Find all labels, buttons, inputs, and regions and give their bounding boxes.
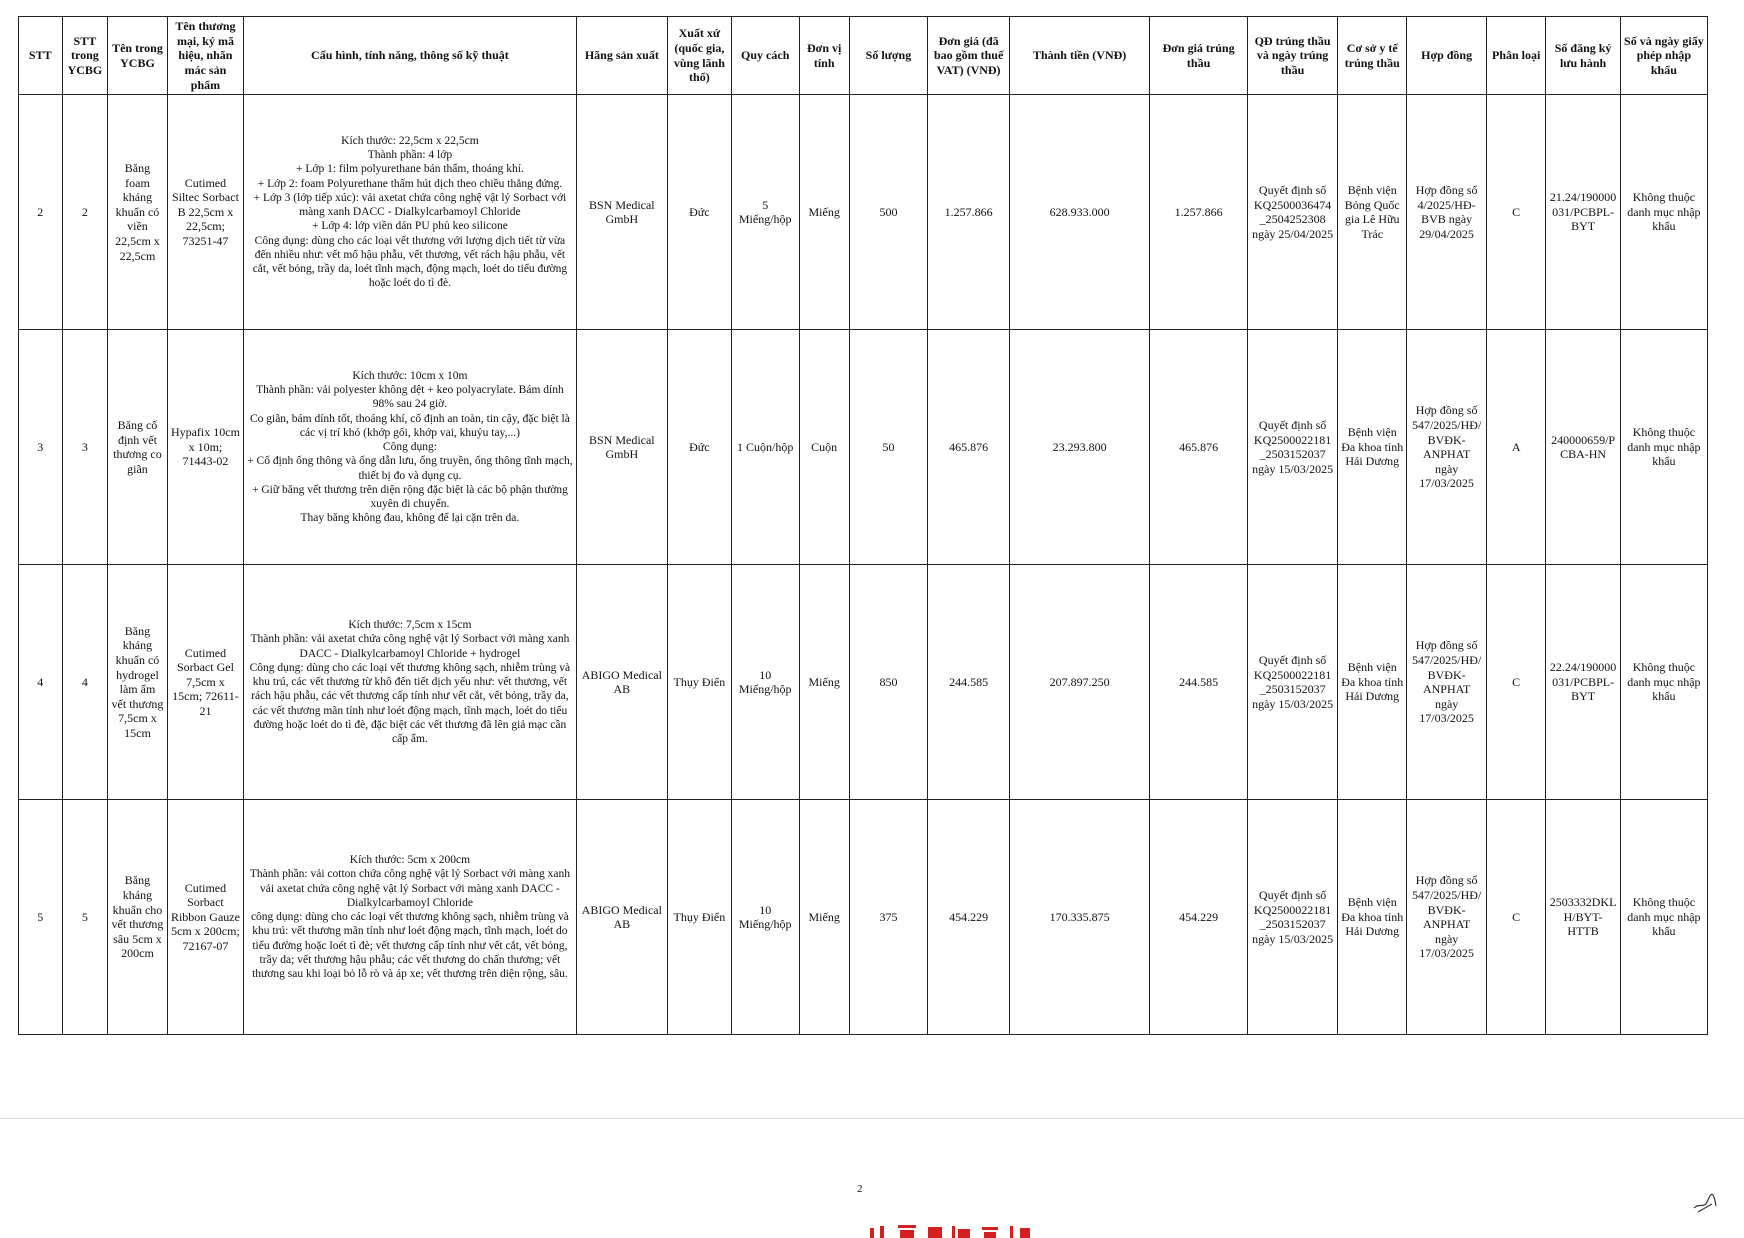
stamp-mark xyxy=(870,1222,1090,1238)
cell-spec xyxy=(244,95,576,330)
cell-import-license: Không thuộc danh mục nhập khẩu xyxy=(1620,330,1707,565)
cell-unit: Cuộn xyxy=(799,330,849,565)
cell-decision: Quyết định số KQ2500022181_2503152037 ngày 15/03/2025 xyxy=(1247,330,1337,565)
cell-manufacturer: BSN Medical GmbH xyxy=(576,330,667,565)
col-header-name-ycbg: Tên trong YCBG xyxy=(108,17,167,95)
cell-stt-ycbg: 2 xyxy=(62,95,108,330)
col-header-facility: Cơ sở y tế trúng thầu xyxy=(1338,17,1407,95)
table-row xyxy=(19,565,1708,800)
spec-line: Thành phần: vải polyester không dệt + keo polyacrylate. Bám dính 98% sau 24 giờ. xyxy=(256,384,564,411)
cell-stt-ycbg: 5 xyxy=(62,800,108,1035)
cell-contract: Hợp đồng số 547/2025/HĐ/BVĐK-ANPHAT ngày 17/03/2025 xyxy=(1407,330,1487,565)
page-divider xyxy=(0,1118,1744,1119)
signature-mark xyxy=(1690,1188,1720,1216)
spec-line: + Giữ băng vết thương trên diện rộng đặc biệt là các bộ phận thường xuyên di chuyển. xyxy=(252,483,568,510)
col-header-decision: QĐ trúng thầu và ngày trúng thầu xyxy=(1247,17,1337,95)
cell-total: 23.293.800 xyxy=(1010,330,1150,565)
spec-line: Công dụng: xyxy=(382,441,437,453)
table-row xyxy=(19,330,1708,565)
cell-unit: Miếng xyxy=(799,800,849,1035)
spec-line: + Lớp 4: lớp viền dán PU phủ keo silicone xyxy=(311,220,508,233)
cell-unit-price: 244.585 xyxy=(928,565,1010,800)
cell-decision: Quyết định số KQ2500022181_2503152037 ngày 15/03/2025 xyxy=(1247,565,1337,800)
cell-import-license: Không thuộc danh mục nhập khẩu xyxy=(1620,800,1707,1035)
cell-category: A xyxy=(1486,330,1545,565)
col-header-unit: Đơn vị tính xyxy=(799,17,849,95)
cell-winning-price: 1.257.866 xyxy=(1150,95,1248,330)
cell-trade-name: Cutimed Sorbact Gel 7,5cm x 15cm; 72611-21 xyxy=(167,565,243,800)
spec-line: Kích thước: 22,5cm x 22,5cm xyxy=(341,134,479,147)
col-header-stt-ycbg: STT trong YCBG xyxy=(62,17,108,95)
cell-unit-price: 1.257.866 xyxy=(928,95,1010,330)
cell-packing: 5 Miếng/hộp xyxy=(731,95,799,330)
col-header-import-license: Số và ngày giấy phép nhập khẩu xyxy=(1620,17,1707,95)
spec-line: + Lớp 3 (lớp tiếp xúc): vải axetat chứa công nghệ vật lý Sorbact với màng xanh DACC - Dialkylcarbamoyl Chloride xyxy=(253,191,567,218)
cell-decision: Quyết định số KQ2500036474_2504252308 ngày 25/04/2025 xyxy=(1247,95,1337,330)
cell-stt: 2 xyxy=(19,95,63,330)
cell-registration: 240000659/PCBA-HN xyxy=(1546,330,1620,565)
col-header-origin: Xuất xứ (quốc gia, vùng lãnh thổ) xyxy=(668,17,732,95)
table-row xyxy=(19,95,1708,330)
cell-import-license: Không thuộc danh mục nhập khẩu xyxy=(1620,565,1707,800)
cell-spec xyxy=(244,330,576,565)
cell-packing: 1 Cuộn/hộp xyxy=(731,330,799,565)
cell-contract: Hợp đồng số 4/2025/HĐ-BVB ngày 29/04/2025 xyxy=(1407,95,1487,330)
cell-unit-price: 454.229 xyxy=(928,800,1010,1035)
spec-line: Công dụng: dùng cho các loại vết thương với lượng dịch tiết từ vừa đến nhiều như: vết mổ hậu phẫu, vết thương, vết rách hậu phẫu, vết cắt, vết bỏng, trầy da, loét tĩnh mạch, động mạch, loét do tiểu đường hoặc loét do tì đè. xyxy=(252,234,568,290)
document-sheet xyxy=(18,16,1708,1035)
col-header-winning-price: Đơn giá trúng thầu xyxy=(1150,17,1248,95)
cell-quantity: 850 xyxy=(849,565,928,800)
cell-category: C xyxy=(1486,800,1545,1035)
cell-contract: Hợp đồng số 547/2025/HĐ/BVĐK-ANPHAT ngày 17/03/2025 xyxy=(1407,800,1487,1035)
cell-registration: 2503332DKLH/BYT-HTTB xyxy=(1546,800,1620,1035)
spec-line: Thay băng không đau, không để lại cặn trên da. xyxy=(300,512,520,525)
col-header-trade-name: Tên thương mại, ký mã hiệu, nhãn mác sản phẩm xyxy=(167,17,243,95)
cell-origin: Đức xyxy=(668,330,732,565)
cell-winning-price: 465.876 xyxy=(1150,330,1248,565)
cell-manufacturer: BSN Medical GmbH xyxy=(576,95,667,330)
cell-unit-price: 465.876 xyxy=(928,330,1010,565)
col-header-registration: Số đăng ký lưu hành xyxy=(1546,17,1620,95)
cell-origin: Thụy Điển xyxy=(668,800,732,1035)
cell-contract: Hợp đồng số 547/2025/HĐ/BVĐK-ANPHAT ngày 17/03/2025 xyxy=(1407,565,1487,800)
cell-quantity: 50 xyxy=(849,330,928,565)
col-header-contract: Hợp đồng xyxy=(1407,17,1487,95)
col-header-total: Thành tiền (VNĐ) xyxy=(1010,17,1150,95)
col-header-packing: Quy cách xyxy=(731,17,799,95)
spec-line: Kích thước: 10cm x 10m xyxy=(352,369,468,382)
table-row xyxy=(19,800,1708,1035)
cell-category: C xyxy=(1486,95,1545,330)
cell-facility: Bệnh viện Bỏng Quốc gia Lê Hữu Trác xyxy=(1338,95,1407,330)
price-quotation-table xyxy=(18,16,1708,1035)
cell-stt: 5 xyxy=(19,800,63,1035)
cell-trade-name: Cutimed Sorbact Ribbon Gauze 5cm x 200cm; 72167-07 xyxy=(167,800,243,1035)
cell-spec xyxy=(244,800,576,1035)
cell-total: 628.933.000 xyxy=(1010,95,1150,330)
cell-stt: 4 xyxy=(19,565,63,800)
spec-line: Thành phần: 4 lớp xyxy=(367,149,453,161)
cell-stt: 3 xyxy=(19,330,63,565)
spec-line: + Lớp 2: foam Polyurethane thấm hút dịch theo chiều thẳng đứng. xyxy=(257,177,563,190)
spec-line: + Cố định ống thông và ống dẫn lưu, ống truyền, ống thông tĩnh mạch, thiết bị đo và dụng cụ. xyxy=(247,455,573,482)
page-number: 2 xyxy=(857,1183,863,1195)
cell-winning-price: 454.229 xyxy=(1150,800,1248,1035)
cell-packing: 10 Miếng/hộp xyxy=(731,565,799,800)
cell-packing: 10 Miếng/hộp xyxy=(731,800,799,1035)
col-header-quantity: Số lượng xyxy=(849,17,928,95)
cell-name-ycbg: Băng kháng khuẩn có hydrogel làm ẩm vết thương 7,5cm x 15cm xyxy=(108,565,167,800)
spec-line: Thành phần: vải cotton chứa công nghệ vật lý Sorbact với màng xanh vải axetat chứa công nghệ vật lý Sorbact với màng xanh DACC - Dialkylcarbamoyl Chloride xyxy=(249,868,570,909)
col-header-category: Phân loại xyxy=(1486,17,1545,95)
cell-decision: Quyết định số KQ2500022181_2503152037 ngày 15/03/2025 xyxy=(1247,800,1337,1035)
cell-total: 170.335.875 xyxy=(1010,800,1150,1035)
cell-quantity: 500 xyxy=(849,95,928,330)
col-header-stt: STT xyxy=(19,17,63,95)
cell-facility: Bệnh viện Đa khoa tỉnh Hải Dương xyxy=(1338,330,1407,565)
cell-manufacturer: ABIGO Medical AB xyxy=(576,565,667,800)
cell-unit: Miếng xyxy=(799,565,849,800)
cell-unit: Miếng xyxy=(799,95,849,330)
cell-facility: Bệnh viện Đa khoa tỉnh Hải Dương xyxy=(1338,565,1407,800)
cell-trade-name: Hypafix 10cm x 10m; 71443-02 xyxy=(167,330,243,565)
cell-winning-price: 244.585 xyxy=(1150,565,1248,800)
cell-trade-name: Cutimed Siltec Sorbact B 22,5cm x 22,5cm; 73251-47 xyxy=(167,95,243,330)
cell-origin: Đức xyxy=(668,95,732,330)
cell-stt-ycbg: 3 xyxy=(62,330,108,565)
cell-quantity: 375 xyxy=(849,800,928,1035)
col-header-manufacturer: Hãng sản xuất xyxy=(576,17,667,95)
spec-line: + Lớp 1: film polyurethane bán thấm, thoáng khí. xyxy=(296,163,524,176)
cell-category: C xyxy=(1486,565,1545,800)
col-header-spec: Cấu hình, tính năng, thông số kỹ thuật xyxy=(244,17,576,95)
cell-spec xyxy=(244,565,576,800)
spec-line: Thành phần: vải axetat chứa công nghệ vật lý Sorbact với màng xanh DACC - Dialkylcarbamoyl Chloride + hydrogel xyxy=(250,633,570,660)
cell-name-ycbg: Băng foam kháng khuẩn có viền 22,5cm x 22,5cm xyxy=(108,95,167,330)
cell-stt-ycbg: 4 xyxy=(62,565,108,800)
spec-line: Công dụng: dùng cho các loại vết thương không sạch, nhiễm trùng và khu trú, các vết thương từ khô đến tiết dịch yếu như: vết thương, vết rách hậu phẫu, các vết thương cấp tính như vết cắt, vết bỏng, trầy da, các vết thương mãn tính như loét động mạch, tĩnh mạch, loét do tiểu đường hoặc loét do tì đè, đặc biệt các vết thương đã lên giả mạc cần cấp ẩm. xyxy=(249,661,571,745)
cell-name-ycbg: Băng kháng khuẩn cho vết thương sâu 5cm x 200cm xyxy=(108,800,167,1035)
cell-facility: Bệnh viện Đa khoa tỉnh Hải Dương xyxy=(1338,800,1407,1035)
col-header-unit-price: Đơn giá (đã bao gồm thuế VAT) (VNĐ) xyxy=(928,17,1010,95)
spec-line: Kích thước: 7,5cm x 15cm xyxy=(348,619,472,631)
cell-total: 207.897.250 xyxy=(1010,565,1150,800)
cell-origin: Thụy Điển xyxy=(668,565,732,800)
spec-line: Co giãn, bám dính tốt, thoáng khí, cố định an toàn, tin cậy, đặc biệt là các vị trí khó (khớp gối, khớp vai, khuỷu tay,...) xyxy=(249,412,570,439)
spec-line: Kích thước: 5cm x 200cm xyxy=(349,854,471,866)
cell-registration: 22.24/190000031/PCBPL-BYT xyxy=(1546,565,1620,800)
cell-registration: 21.24/190000031/PCBPL-BYT xyxy=(1546,95,1620,330)
cell-import-license: Không thuộc danh mục nhập khẩu xyxy=(1620,95,1707,330)
cell-name-ycbg: Băng cố định vết thương co giãn xyxy=(108,330,167,565)
header-row xyxy=(19,17,1708,95)
cell-manufacturer: ABIGO Medical AB xyxy=(576,800,667,1035)
spec-line: công dụng: dùng cho các loại vết thương không sạch, nhiễm trùng và khu trú: vết thương mãn tính như loét động mạch, tĩnh mạch, loét do tiểu đường hoặc loét tì đè; vết thương cấp tính như vết cắt, vết bỏng, trầy da; vết thương hậu phẫu; các vết thương do chấn thương; vết thương sau khi loại bỏ lỗ rò và áp xe; vết thương trên diện rộng, sâu. xyxy=(250,911,569,980)
